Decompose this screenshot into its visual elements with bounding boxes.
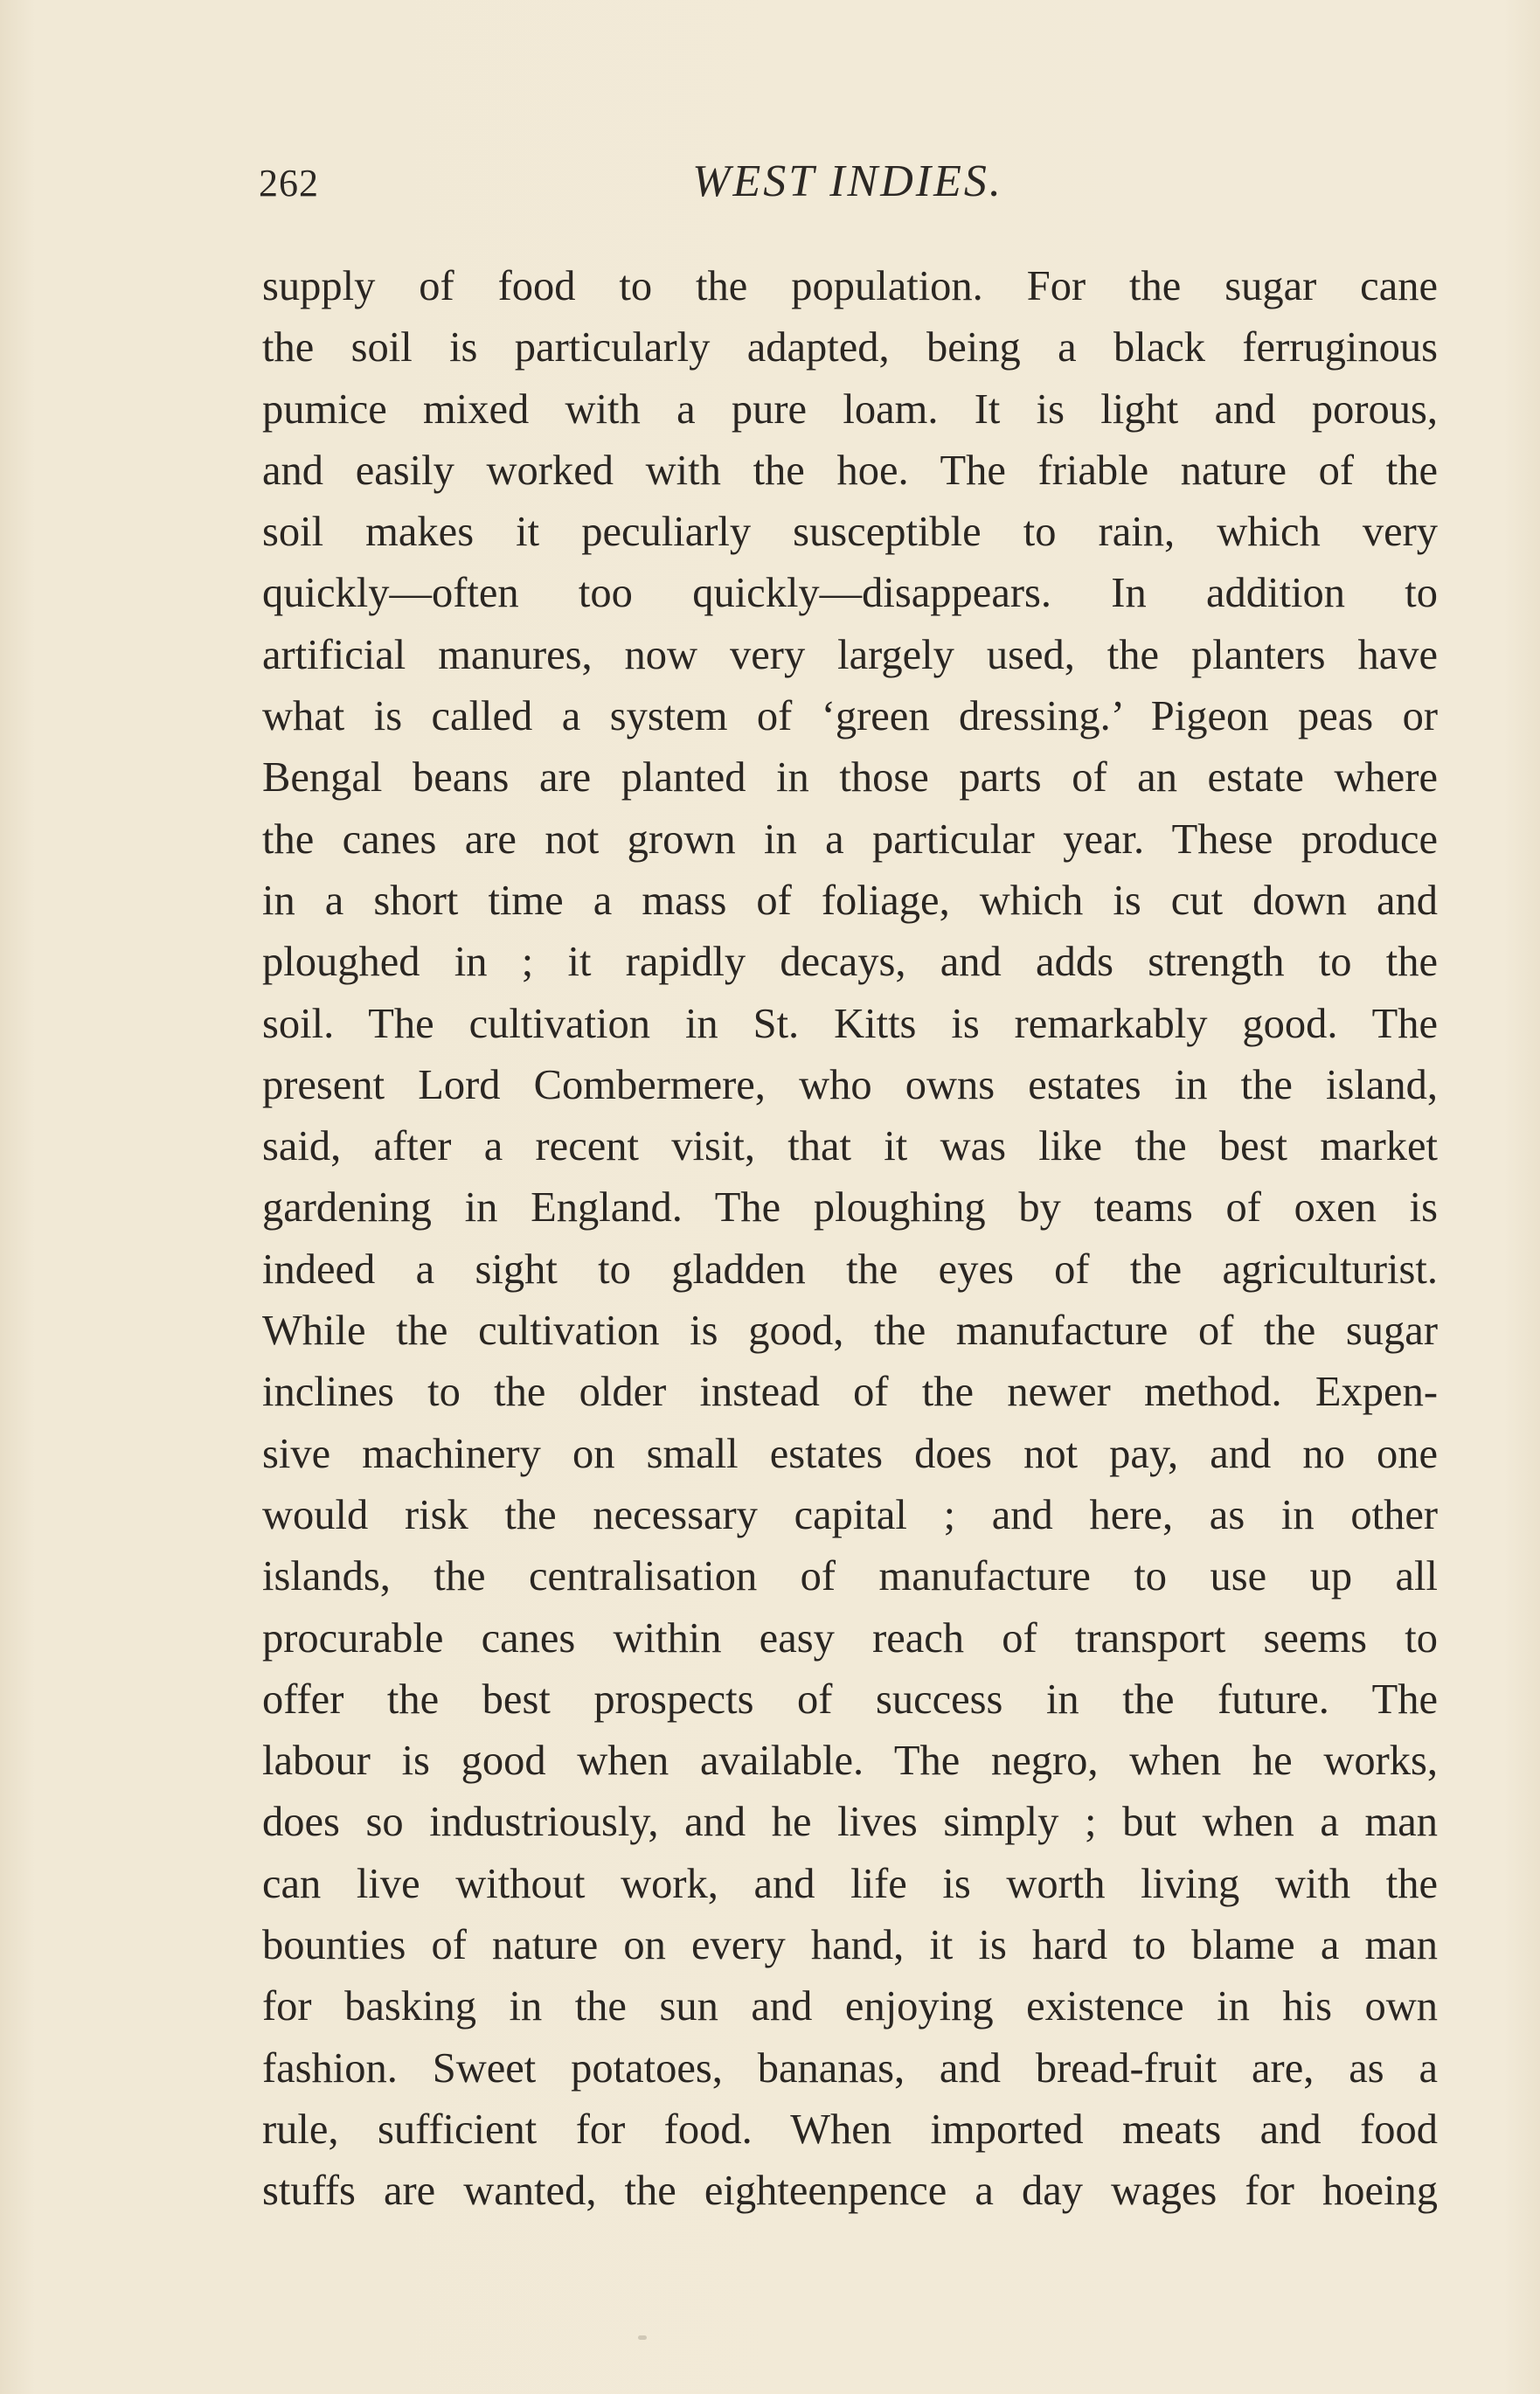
text-line: what is called a system of ‘green dressing.’ Pigeon peas or [262, 693, 1438, 740]
page-number: 262 [259, 162, 319, 205]
text-line: said, after a recent visit, that it was like the best market [262, 1123, 1438, 1170]
page-header [259, 156, 1437, 226]
text-line: Bengal beans are planted in those parts of an estate where [262, 754, 1438, 801]
text-line: offer the best prospects of success in the future. The [262, 1676, 1438, 1723]
text-line: islands, the centralisation of manufacture to use up all [262, 1553, 1438, 1600]
text-line: artificial manures, now very largely used, the planters have [262, 631, 1438, 678]
text-line: quickly—often too quickly—disappears. In addition to [262, 570, 1438, 617]
text-line: the soil is particularly adapted, being a black ferruginous [262, 324, 1438, 371]
text-line: While the cultivation is good, the manufacture of the sugar [262, 1308, 1438, 1355]
text-line: and easily worked with the hoe. The friable nature of the [262, 447, 1438, 494]
text-line: soil makes it peculiarly susceptible to rain, which very [262, 509, 1438, 556]
text-line: gardening in England. The ploughing by teams of oxen is [262, 1184, 1438, 1232]
text-line: stuffs are wanted, the eighteenpence a day wages for hoeing [262, 2168, 1438, 2215]
text-line: for basking in the sun and enjoying existence in his own [262, 1983, 1438, 2030]
body-text [262, 256, 1438, 2223]
text-line: ploughed in ; it rapidly decays, and adds strength to the [262, 939, 1438, 986]
paper-speck [638, 2335, 647, 2340]
running-title: WEST INDIES. [692, 156, 1003, 206]
text-line: soil. The cultivation in St. Kitts is remarkably good. The [262, 1000, 1438, 1047]
text-line: would risk the necessary capital ; and here, as in other [262, 1491, 1438, 1538]
text-line: can live without work, and life is worth living with the [262, 1860, 1438, 1907]
text-line: fashion. Sweet potatoes, bananas, and bread-fruit are, as a [262, 2044, 1438, 2092]
text-line: pumice mixed with a pure loam. It is light and porous, [262, 385, 1438, 433]
text-line: sive machinery on small estates does not pay, and no one [262, 1430, 1438, 1477]
text-line: does so industriously, and he lives simply ; but when a man [262, 1799, 1438, 1846]
text-line: present Lord Combermere, who owns estates in the island, [262, 1061, 1438, 1108]
text-line: supply of food to the population. For the sugar cane [262, 263, 1438, 309]
text-line: indeed a sight to gladden the eyes of the agriculturist. [262, 1246, 1438, 1293]
text-line: bounties of nature on every hand, it is hard to blame a man [262, 1922, 1438, 1969]
text-line: in a short time a mass of foliage, which is cut down and [262, 877, 1438, 924]
text-line: procurable canes within easy reach of transport seems to [262, 1614, 1438, 1662]
text-line: rule, sufficient for food. When imported meats and food [262, 2106, 1438, 2153]
text-line: labour is good when available. The negro, when he works, [262, 1738, 1438, 1785]
text-line: the canes are not grown in a particular year. These produce [262, 815, 1438, 863]
text-line: inclines to the older instead of the newer method. Expen- [262, 1369, 1438, 1416]
